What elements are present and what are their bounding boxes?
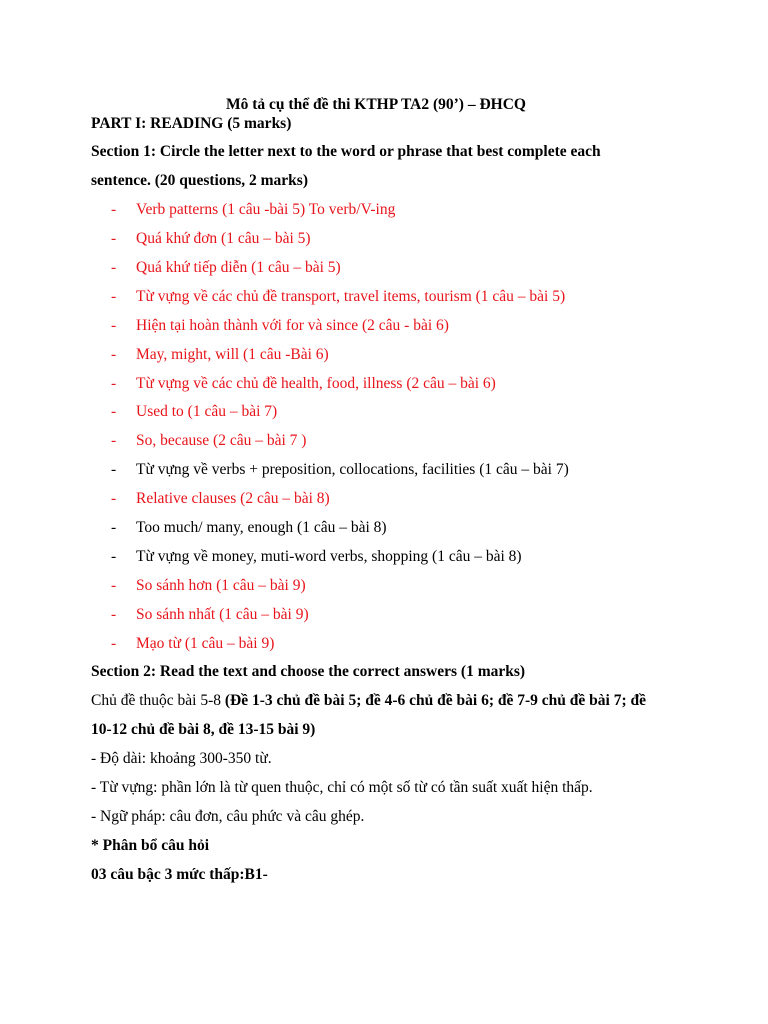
document-page: Mô tả cụ thể đề thi KTHP TA2 (90’) – ĐHCQ PART I: READING (5 marks) Section 1: Circle the letter next to the word or phrase that best complete each sentence. (20 questions, 2 marks) - Verb patterns (1 câu -bài 5) To verb/V-ing - Quá khứ đơn (1 câu – bài 5) - Quá khứ tiếp diễn (1 câu – bài 5) - Từ vựng về các chủ đề transport, travel items, tourism (1 câu – bài 5) - Hiện tại hoàn thành với for và since (2 câu - bài 6) - May, might, will (1 câu -Bài 6) - Từ vựng về các chủ đề health, food, illness (2 câu – bài 6) - Used to (1 câu – bài 7) - So, because (2 câu – bài 7 ) - Từ vựng về verbs + preposition, collocations, facilities (1 câu – bài 7) - Relative clauses (2 câu – bài 8) - Too much/ many, enough (1 câu – bài 8) - Từ vựng về money, muti-word verbs, shopping (1 câu – bài 8) - So sánh hơn (1 câu – bài 9) - So sánh nhất (1 câu – bài 9) - Mạo từ (1 câu – bài 9) Section 2: Read the text and choose the correct answers (1 marks) Chủ đề thuộc bài 5-8 (Đề 1-3 chủ đề bài 5; đề 4-6 chủ đề bài 6; đề 7-9 chủ đề bài 7; đề 10-12 chủ đề bài 8, đề 13-15 bài 9) - Độ dài: khoảng 300-350 từ. - Từ vựng: phần lớn là từ quen thuộc, chỉ có một số từ có tần suất xuất hiện thấp. - Ngữ pháp: câu đơn, câu phức và câu ghép. * Phân bổ câu hỏi 03 câu bậc 3 mức thấp:B1- [91,96,646,883]
level-heading: 03 câu bậc 3 mức thấp:B1- [91,866,268,883]
section2-heading: Section 2: Read the text and choose the correct answers (1 marks) [91,663,526,680]
part-heading: PART I: READING (5 marks) [91,115,292,132]
topic-prefix: Chủ đề thuộc bài 5-8 [91,692,225,709]
vocabulary-note: - Từ vựng: phần lớn là từ quen thuộc, chỉ có một số từ có tần suất xuất hiện thấp. [91,779,593,796]
topic-paragraph-line2: 10-12 chủ đề bài 8, đề 13-15 bài 9) [91,721,316,738]
section1-heading-line1: Section 1: Circle the letter next to the word or phrase that best complete each [91,143,601,160]
length-note: - Độ dài: khoảng 300-350 từ. [91,750,272,767]
document-title: Mô tả cụ thể đề thi KTHP TA2 (90’) – ĐHCQ [226,96,526,113]
topic-details: (Đề 1-3 chủ đề bài 5; đề 4-6 chủ đề bài 6; đề 7-9 chủ đề bài 7; đề [224,692,646,709]
question-distribution-heading: * Phân bổ câu hỏi [91,837,210,854]
section1-heading-line2: sentence. (20 questions, 2 marks) [91,172,308,189]
grammar-note: - Ngữ pháp: câu đơn, câu phức và câu ghép. [91,808,365,825]
topic-paragraph-line1 [91,691,646,711]
